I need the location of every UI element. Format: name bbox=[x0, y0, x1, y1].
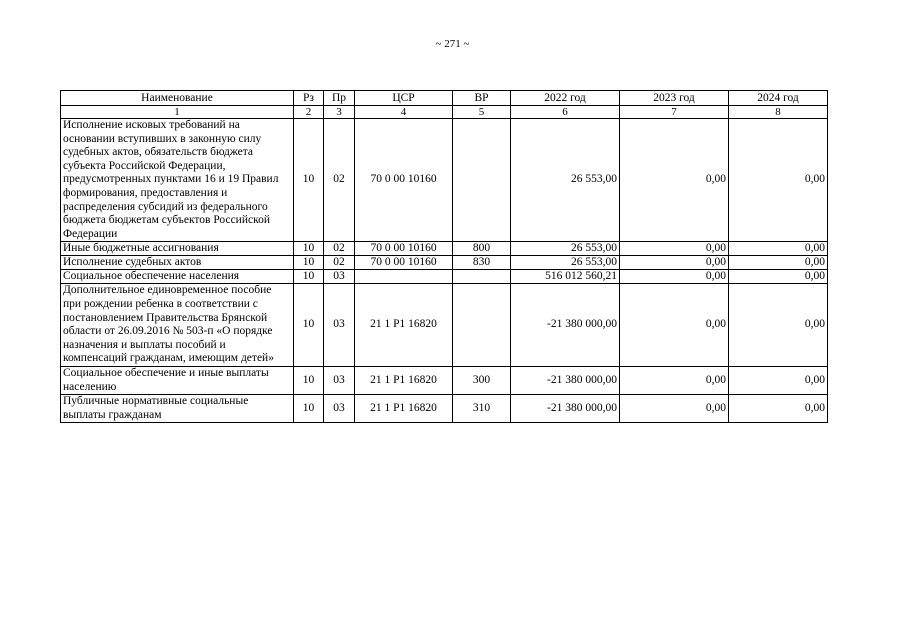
row-name: Исполнение исковых требований на основании вступивших в законную силу судебных актов, обязательств бюджета субъекта Российской Федерации, предусмотренных пунктами 16 и 19 Правил формирования, предоставления и распределения субсидий из федерального бюджета бюджетам субъектов Российской Федерации bbox=[61, 119, 294, 242]
column-number: 8 bbox=[729, 106, 828, 119]
row-2024: 0,00 bbox=[729, 256, 828, 270]
row-pr: 02 bbox=[324, 119, 355, 242]
budget-table bbox=[60, 90, 828, 423]
header-row bbox=[61, 91, 828, 106]
row-rz: 10 bbox=[294, 284, 324, 367]
row-2023: 0,00 bbox=[620, 366, 729, 394]
row-2022: 516 012 560,21 bbox=[511, 270, 620, 284]
row-csr: 70 0 00 10160 bbox=[355, 242, 453, 256]
row-pr: 02 bbox=[324, 242, 355, 256]
row-rz: 10 bbox=[294, 119, 324, 242]
row-vr: 830 bbox=[453, 256, 511, 270]
row-csr: 21 1 Р1 16820 bbox=[355, 366, 453, 394]
row-rz: 10 bbox=[294, 256, 324, 270]
table-row bbox=[61, 366, 828, 394]
row-rz: 10 bbox=[294, 242, 324, 256]
row-rz: 10 bbox=[294, 395, 324, 423]
table-row bbox=[61, 284, 828, 367]
table-row bbox=[61, 270, 828, 284]
header-2023: 2023 год bbox=[620, 91, 729, 106]
row-name: Публичные нормативные социальные выплаты гражданам bbox=[61, 395, 294, 423]
row-csr: 70 0 00 10160 bbox=[355, 256, 453, 270]
row-csr: 21 1 Р1 16820 bbox=[355, 395, 453, 423]
row-2023: 0,00 bbox=[620, 395, 729, 423]
row-2024: 0,00 bbox=[729, 270, 828, 284]
header-csr: ЦСР bbox=[355, 91, 453, 106]
row-2022: 26 553,00 bbox=[511, 242, 620, 256]
column-number: 6 bbox=[511, 106, 620, 119]
row-2024: 0,00 bbox=[729, 119, 828, 242]
row-vr: 310 bbox=[453, 395, 511, 423]
row-2023: 0,00 bbox=[620, 270, 729, 284]
row-2022: 26 553,00 bbox=[511, 256, 620, 270]
row-2023: 0,00 bbox=[620, 242, 729, 256]
column-number: 3 bbox=[324, 106, 355, 119]
column-number: 4 bbox=[355, 106, 453, 119]
column-number-row bbox=[61, 106, 828, 119]
row-name: Исполнение судебных актов bbox=[61, 256, 294, 270]
header-rz: Рз bbox=[294, 91, 324, 106]
row-vr: 800 bbox=[453, 242, 511, 256]
row-csr bbox=[355, 270, 453, 284]
row-csr: 21 1 Р1 16820 bbox=[355, 284, 453, 367]
row-2022: -21 380 000,00 bbox=[511, 366, 620, 394]
header-vr: ВР bbox=[453, 91, 511, 106]
column-number: 5 bbox=[453, 106, 511, 119]
row-2024: 0,00 bbox=[729, 284, 828, 367]
row-pr: 03 bbox=[324, 284, 355, 367]
header-2022: 2022 год bbox=[511, 91, 620, 106]
row-vr: 300 bbox=[453, 366, 511, 394]
row-pr: 03 bbox=[324, 395, 355, 423]
row-vr bbox=[453, 119, 511, 242]
row-csr: 70 0 00 10160 bbox=[355, 119, 453, 242]
column-number: 1 bbox=[61, 106, 294, 119]
table-row bbox=[61, 242, 828, 256]
row-name: Дополнительное единовременное пособие при рождении ребенка в соответствии с постановлением Правительства Брянской области от 26.09.2016 № 503-п «О порядке назначения и выплаты пособий и компенсаций гражданам, имеющим детей» bbox=[61, 284, 294, 367]
row-pr: 02 bbox=[324, 256, 355, 270]
column-number: 7 bbox=[620, 106, 729, 119]
header-2024: 2024 год bbox=[729, 91, 828, 106]
row-2023: 0,00 bbox=[620, 119, 729, 242]
row-pr: 03 bbox=[324, 270, 355, 284]
header-name: Наименование bbox=[61, 91, 294, 106]
row-2022: -21 380 000,00 bbox=[511, 284, 620, 367]
row-name: Иные бюджетные ассигнования bbox=[61, 242, 294, 256]
table-row bbox=[61, 119, 828, 242]
row-2022: -21 380 000,00 bbox=[511, 395, 620, 423]
page-number: ~ 271 ~ bbox=[435, 38, 470, 50]
row-rz: 10 bbox=[294, 366, 324, 394]
table-row bbox=[61, 395, 828, 423]
row-name: Социальное обеспечение и иные выплаты населению bbox=[61, 366, 294, 394]
row-2024: 0,00 bbox=[729, 242, 828, 256]
row-rz: 10 bbox=[294, 270, 324, 284]
row-2024: 0,00 bbox=[729, 395, 828, 423]
row-vr bbox=[453, 284, 511, 367]
row-2023: 0,00 bbox=[620, 284, 729, 367]
column-number: 2 bbox=[294, 106, 324, 119]
row-pr: 03 bbox=[324, 366, 355, 394]
row-name: Социальное обеспечение населения bbox=[61, 270, 294, 284]
row-vr bbox=[453, 270, 511, 284]
row-2024: 0,00 bbox=[729, 366, 828, 394]
table-row bbox=[61, 256, 828, 270]
header-pr: Пр bbox=[324, 91, 355, 106]
row-2023: 0,00 bbox=[620, 256, 729, 270]
row-2022: 26 553,00 bbox=[511, 119, 620, 242]
